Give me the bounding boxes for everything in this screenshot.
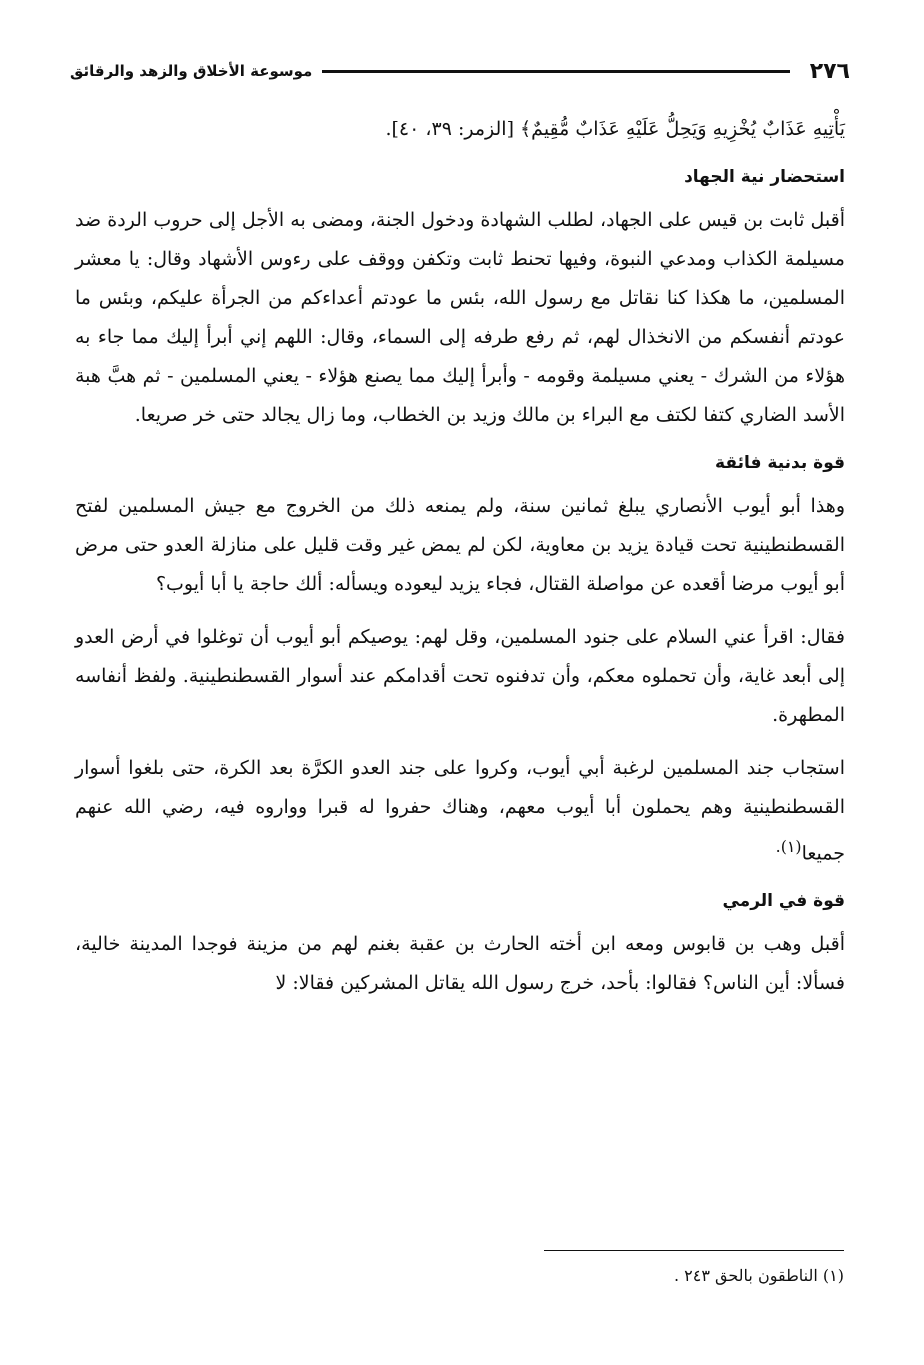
section-heading-archery-strength: قوة في الرمي: [722, 891, 845, 912]
section-heading-jihad-intention: استحضار نية الجهاد: [684, 167, 845, 187]
page-body: [75, 110, 845, 1003]
footnote-separator: [544, 1250, 844, 1251]
page-number: ٢٧٦: [809, 58, 850, 84]
footnote: (١) الناطقون بالحق ٢٤٣ .: [673, 1266, 844, 1285]
section-heading-physical-strength: قوة بدنية فائقة: [715, 453, 845, 473]
quran-verse-ending: يَأْتِيهِ عَذَابٌ يُخْزِيهِ وَيَحِلُّ عَلَيْهِ عَذَابٌ مُّقِيمٌ﴾ [الزمر: ٣٩، ٤٠].: [385, 118, 845, 140]
paragraph-abu-ayyub-3-text: استجاب جند المسلمين لرغبة أبي أيوب، وكروا على جند العدو الكرَّة بعد الكرة، حتى بلغوا أسوار القسطنطينية وهم يحملون أبا أيوب معهم، وهناك حفروا له قبرا وواروه فيه، رضي الله عنهم جميعا: [75, 757, 845, 865]
page-header: [70, 56, 850, 86]
book-title: موسوعة الأخلاق والزهد والرقائق: [70, 62, 313, 80]
paragraph-abu-ayyub-3: [75, 749, 845, 873]
header-rule: [322, 70, 789, 73]
paragraph-wahb-bin-qabus: أقبل وهب بن قابوس ومعه ابن أخته الحارث بن عقبة بغنم لهم من مزينة فوجدا المدينة خالية، فسألا: أين الناس؟ فقالوا: بأحد، خرج رسول الله يقاتل المشركين فقالا: لا: [75, 933, 845, 995]
paragraph-abu-ayyub-2: فقال: اقرأ عني السلام على جنود المسلمين، وقل لهم: يوصيكم أبو أيوب أن توغلوا في أرض العدو إلى أبعد غاية، وأن تحملوه معكم، وأن تدفنوه تحت أقدامكم عند أسوار القسطنطينية. ولفظ أنفاسه المطهرة.: [75, 626, 845, 726]
paragraph-abu-ayyub-1: وهذا أبو أيوب الأنصاري يبلغ ثمانين سنة، ولم يمنعه ذلك من الخروج مع جيش المسلمين لفتح القسطنطينية تحت قيادة يزيد بن معاوية، لكن لم يمض غير وقت قليل على منازلة العدو حتى مرض أبو أيوب مرضا أقعده عن مواصلة القتال، فجاء يزيد ليعوده ويسأله: ألك حاجة يا أبا أيوب؟: [75, 495, 845, 595]
footnote-reference: (١).: [775, 837, 802, 856]
paragraph-thabit-bin-qais: أقبل ثابت بن قيس على الجهاد، لطلب الشهادة ودخول الجنة، ومضى به الأجل إلى حروب الردة ضد مسيلمة الكذاب ومدعي النبوة، وفيها تحنط ثابت وتكفن ووقف على رءوس الأشهاد وقال: يا معشر المسلمين، ما هكذا كنا نقاتل مع رسول الله، بئس ما عودتم أعداءكم من الجرأة عليكم، وبئس ما عودتم أنفسكم من الانخذال لهم، ثم رفع طرفه إلى السماء، وقال: اللهم إني أبرأ إليك مما جاء به هؤلاء من الشرك - يعني مسيلمة وقومه - وأبرأ إليك مما يصنع هؤلاء - يعني المسلمين - ثم هبَّ هبة الأسد الضاري كتفا لكتف مع البراء بن مالك وزيد بن الخطاب، وما زال يجالد حتى خر صريعا.: [75, 209, 845, 426]
